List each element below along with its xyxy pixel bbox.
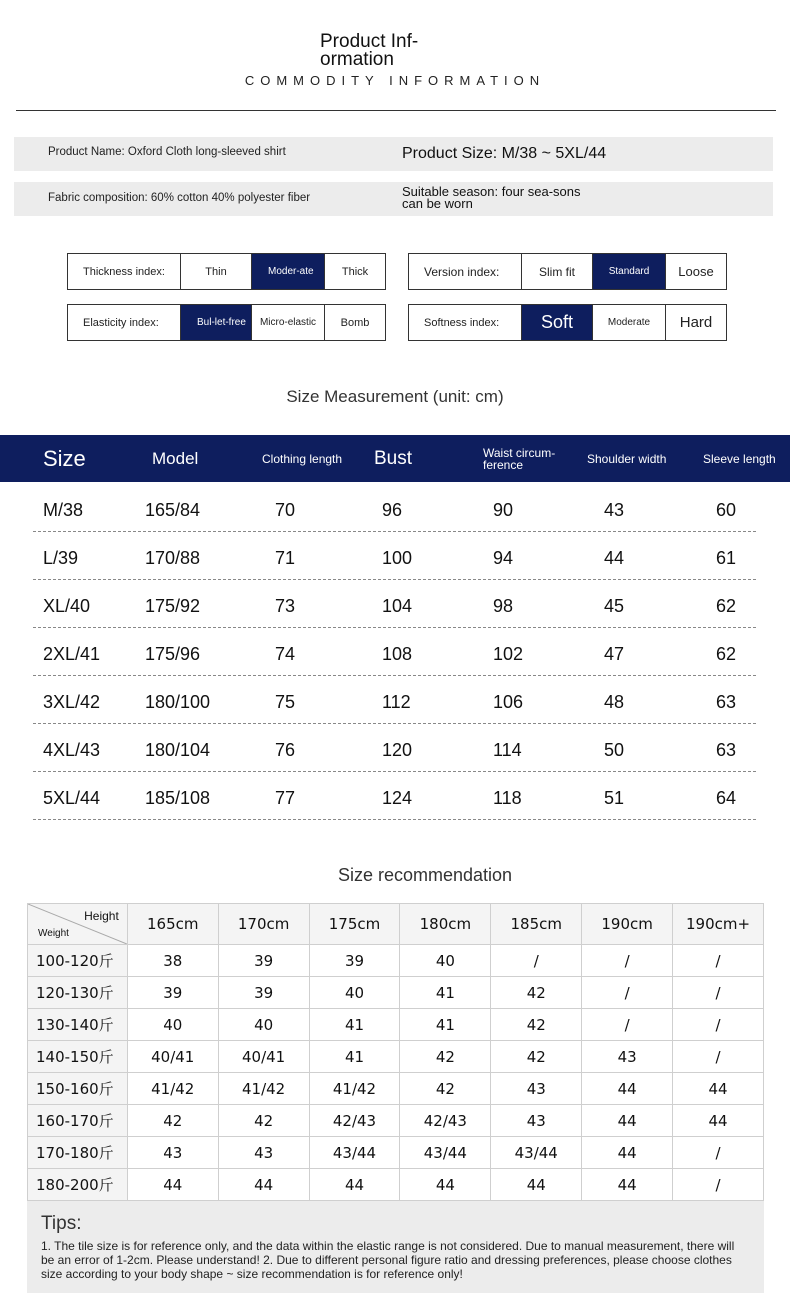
rec-cell: / xyxy=(582,945,673,977)
rec-cell: 42 xyxy=(400,1073,491,1105)
size-cell: 180/104 xyxy=(145,740,211,760)
rec-row xyxy=(28,1137,764,1169)
size-cell: 60 xyxy=(716,500,737,520)
rec-cell: 41/42 xyxy=(309,1073,400,1105)
rec-cell: 42 xyxy=(491,1009,582,1041)
size-cell: 62 xyxy=(716,596,737,616)
rec-cell: 41 xyxy=(400,977,491,1009)
elasticity-option-bomb: Bomb xyxy=(324,305,385,340)
rec-cell: 39 xyxy=(127,977,218,1009)
size-cell: 3XL/42 xyxy=(43,692,101,712)
size-cell: 51 xyxy=(604,788,625,808)
elasticity-index xyxy=(67,304,386,341)
rec-cell: 39 xyxy=(218,945,309,977)
col-sleeve-length: Sleeve length xyxy=(703,451,776,466)
size-cell: 43 xyxy=(604,500,625,520)
size-cell: 120 xyxy=(382,740,413,760)
rec-row xyxy=(28,1169,764,1201)
rec-cell: 43 xyxy=(491,1105,582,1137)
version-index xyxy=(408,253,727,290)
rec-weight-label: 140-150斤 xyxy=(28,1041,128,1073)
size-cell: 175/96 xyxy=(145,644,201,664)
rec-cell: 43/44 xyxy=(400,1137,491,1169)
thickness-index xyxy=(67,253,386,290)
rec-row xyxy=(28,1041,764,1073)
softness-option-soft: Soft xyxy=(521,305,592,340)
rec-cell: 43 xyxy=(491,1073,582,1105)
rec-cell: 42 xyxy=(491,1041,582,1073)
rec-cell: / xyxy=(673,1137,764,1169)
size-recommendation-table xyxy=(27,903,764,1201)
rec-cell: 44 xyxy=(400,1169,491,1201)
rec-cell: 42 xyxy=(491,977,582,1009)
page-subtitle: COMMODITY INFORMATION xyxy=(244,73,546,88)
rec-cell: 43 xyxy=(127,1137,218,1169)
thickness-option-moderate: Moder-ate xyxy=(251,254,324,289)
size-recommendation-title: Size recommendation xyxy=(337,865,513,885)
size-cell: 4XL/43 xyxy=(43,740,101,760)
col-bust: Bust xyxy=(374,447,413,469)
col-clothing-length: Clothing length xyxy=(262,451,343,466)
size-cell: 114 xyxy=(493,740,522,760)
size-row xyxy=(33,628,756,676)
rec-height-180: 180cm xyxy=(400,904,491,945)
rec-cell: 40/41 xyxy=(218,1041,309,1073)
rec-height-185: 185cm xyxy=(491,904,582,945)
tips-text: 1. The tile size is for reference only, and the data within the elastic range is not considered. Due to manual measurement, there will be an error of 1-2cm. Please understand! 2. Due to different personal figure ratio and dressing preferences, please choose clothes size according to your body shape ~ size recommendation is for reference only! xyxy=(41,1239,735,1281)
height-axis-label: Height xyxy=(84,909,119,923)
rec-height-190: 190cm xyxy=(582,904,673,945)
size-cell: L/39 xyxy=(43,548,79,568)
rec-cell: / xyxy=(582,1009,673,1041)
size-cell: 180/100 xyxy=(145,692,211,712)
size-cell: 50 xyxy=(604,740,625,760)
rec-cell: 42/43 xyxy=(400,1105,491,1137)
size-cell: XL/40 xyxy=(43,596,91,616)
version-option-loose: Loose xyxy=(665,254,726,289)
size-cell: 102 xyxy=(493,644,524,664)
size-cell: 106 xyxy=(493,692,524,712)
size-row xyxy=(33,676,756,724)
rec-cell: 43 xyxy=(582,1041,673,1073)
version-index-label: Version index: xyxy=(424,264,500,279)
rec-row xyxy=(28,945,764,977)
rec-cell: 44 xyxy=(673,1105,764,1137)
size-cell: 170/88 xyxy=(145,548,201,568)
rec-cell: 43/44 xyxy=(491,1137,582,1169)
rec-cell: 40/41 xyxy=(127,1041,218,1073)
col-size: Size xyxy=(43,445,86,471)
rec-cell: / xyxy=(673,977,764,1009)
softness-option-moderate: Moderate xyxy=(592,305,665,340)
size-cell: 47 xyxy=(604,644,625,664)
rec-cell: 42 xyxy=(218,1105,309,1137)
rec-cell: 41 xyxy=(309,1041,400,1073)
rec-row xyxy=(28,1105,764,1137)
rec-cell: 40 xyxy=(400,945,491,977)
rec-cell: 44 xyxy=(673,1073,764,1105)
softness-index xyxy=(408,304,727,341)
rec-cell: / xyxy=(491,945,582,977)
thickness-option-thin: Thin xyxy=(180,254,251,289)
rec-row xyxy=(28,1009,764,1041)
product-name: Product Name: Oxford Cloth long-sleeved shirt xyxy=(48,146,286,158)
rec-weight-label: 150-160斤 xyxy=(28,1073,128,1105)
size-row xyxy=(33,580,756,628)
size-cell: 175/92 xyxy=(145,596,201,616)
product-size: Product Size: M/38 ~ 5XL/44 xyxy=(402,145,607,162)
rec-cell: / xyxy=(673,1169,764,1201)
rec-weight-label: 180-200斤 xyxy=(28,1169,128,1201)
rec-cell: / xyxy=(673,1009,764,1041)
rec-cell: 41 xyxy=(400,1009,491,1041)
rec-cell: 41 xyxy=(309,1009,400,1041)
size-cell: 45 xyxy=(604,596,625,616)
weight-axis-label: Weight xyxy=(38,928,69,939)
thickness-option-thick: Thick xyxy=(324,254,385,289)
rec-cell: 40 xyxy=(309,977,400,1009)
rec-cell: 42 xyxy=(400,1041,491,1073)
rec-cell: / xyxy=(673,1041,764,1073)
col-model: Model xyxy=(152,448,199,468)
size-cell: 5XL/44 xyxy=(43,788,101,808)
softness-option-hard: Hard xyxy=(665,305,726,340)
rec-cell: 38 xyxy=(127,945,218,977)
size-cell: 77 xyxy=(275,788,296,808)
rec-row xyxy=(28,1073,764,1105)
size-row xyxy=(33,532,756,580)
size-cell: 62 xyxy=(716,644,737,664)
rec-cell: 39 xyxy=(218,977,309,1009)
elasticity-index-label: Elasticity index: xyxy=(83,316,159,329)
size-cell: 185/108 xyxy=(145,788,211,808)
rec-cell: 40 xyxy=(218,1009,309,1041)
rec-cell: 42/43 xyxy=(309,1105,400,1137)
rec-cell: 41/42 xyxy=(218,1073,309,1105)
rec-corner-cell xyxy=(28,904,128,945)
col-waist: Waist circum-ference xyxy=(483,445,556,472)
rec-cell: 44 xyxy=(127,1169,218,1201)
version-option-slim-fit: Slim fit xyxy=(521,254,592,289)
rec-cell: 42 xyxy=(127,1105,218,1137)
rec-header-row xyxy=(28,904,764,945)
size-cell: 64 xyxy=(716,788,737,808)
rec-cell: / xyxy=(582,977,673,1009)
size-cell: 74 xyxy=(275,644,296,664)
header-divider xyxy=(16,110,776,111)
size-cell: 75 xyxy=(275,692,296,712)
size-measurement-title: Size Measurement (unit: cm) xyxy=(286,387,504,406)
rec-weight-label: 100-120斤 xyxy=(28,945,128,977)
size-row xyxy=(33,484,756,532)
size-cell: 90 xyxy=(493,500,514,520)
rec-height-190-plus: 190cm+ xyxy=(673,904,764,945)
rec-cell: 43 xyxy=(218,1137,309,1169)
size-cell: 2XL/41 xyxy=(43,644,101,664)
size-cell: 118 xyxy=(493,788,522,808)
size-cell: 48 xyxy=(604,692,625,712)
rec-height-175: 175cm xyxy=(309,904,400,945)
elasticity-option-micro-elastic: Micro-elastic xyxy=(251,305,324,340)
col-shoulder-width: Shoulder width xyxy=(587,451,667,466)
tips-panel xyxy=(27,1201,764,1293)
softness-index-label: Softness index: xyxy=(424,316,500,329)
page-title-wrap xyxy=(0,33,790,70)
suitable-season: Suitable season: four sea-sons can be worn xyxy=(402,184,581,211)
rec-cell: 44 xyxy=(582,1169,673,1201)
size-cell: 73 xyxy=(275,596,296,616)
size-cell: 104 xyxy=(382,596,413,616)
rec-weight-label: 120-130斤 xyxy=(28,977,128,1009)
rec-weight-label: 130-140斤 xyxy=(28,1009,128,1041)
rec-weight-label: 170-180斤 xyxy=(28,1137,128,1169)
size-cell: 108 xyxy=(382,644,413,664)
size-cell: 76 xyxy=(275,740,296,760)
size-cell: 63 xyxy=(716,740,737,760)
rec-cell: 44 xyxy=(309,1169,400,1201)
size-cell: 61 xyxy=(716,548,737,568)
rec-cell: / xyxy=(673,945,764,977)
size-cell: 71 xyxy=(275,548,296,568)
version-option-standard: Standard xyxy=(592,254,665,289)
size-cell: M/38 xyxy=(43,500,84,520)
size-table-header xyxy=(0,435,790,482)
rec-row xyxy=(28,977,764,1009)
rec-cell: 44 xyxy=(582,1105,673,1137)
info-bar-fabric-season xyxy=(14,182,773,216)
tips-title: Tips: xyxy=(41,1213,82,1234)
size-row xyxy=(33,772,756,820)
rec-cell: 44 xyxy=(582,1073,673,1105)
size-row xyxy=(33,724,756,772)
info-bar-name-size xyxy=(14,137,773,171)
page-title: Product Inf-ormation xyxy=(320,31,419,70)
size-cell: 98 xyxy=(493,596,514,616)
rec-cell: 43/44 xyxy=(309,1137,400,1169)
rec-cell: 39 xyxy=(309,945,400,977)
rec-height-170: 170cm xyxy=(218,904,309,945)
rec-weight-label: 160-170斤 xyxy=(28,1105,128,1137)
rec-cell: 44 xyxy=(491,1169,582,1201)
thickness-index-label: Thickness index: xyxy=(83,265,165,278)
rec-cell: 40 xyxy=(127,1009,218,1041)
rec-height-165: 165cm xyxy=(127,904,218,945)
size-cell: 63 xyxy=(716,692,737,712)
size-cell: 124 xyxy=(382,788,413,808)
elasticity-option-bullet-free: Bul-let-free xyxy=(180,305,251,340)
size-cell: 70 xyxy=(275,500,296,520)
size-cell: 44 xyxy=(604,548,625,568)
rec-cell: 44 xyxy=(218,1169,309,1201)
rec-cell: 41/42 xyxy=(127,1073,218,1105)
size-cell: 100 xyxy=(382,548,413,568)
size-cell: 94 xyxy=(493,548,514,568)
size-cell: 96 xyxy=(382,500,403,520)
size-cell: 165/84 xyxy=(145,500,201,520)
rec-cell: 44 xyxy=(582,1137,673,1169)
size-cell: 112 xyxy=(382,692,411,712)
fabric-composition: Fabric composition: 60% cotton 40% polyester fiber xyxy=(48,192,311,204)
